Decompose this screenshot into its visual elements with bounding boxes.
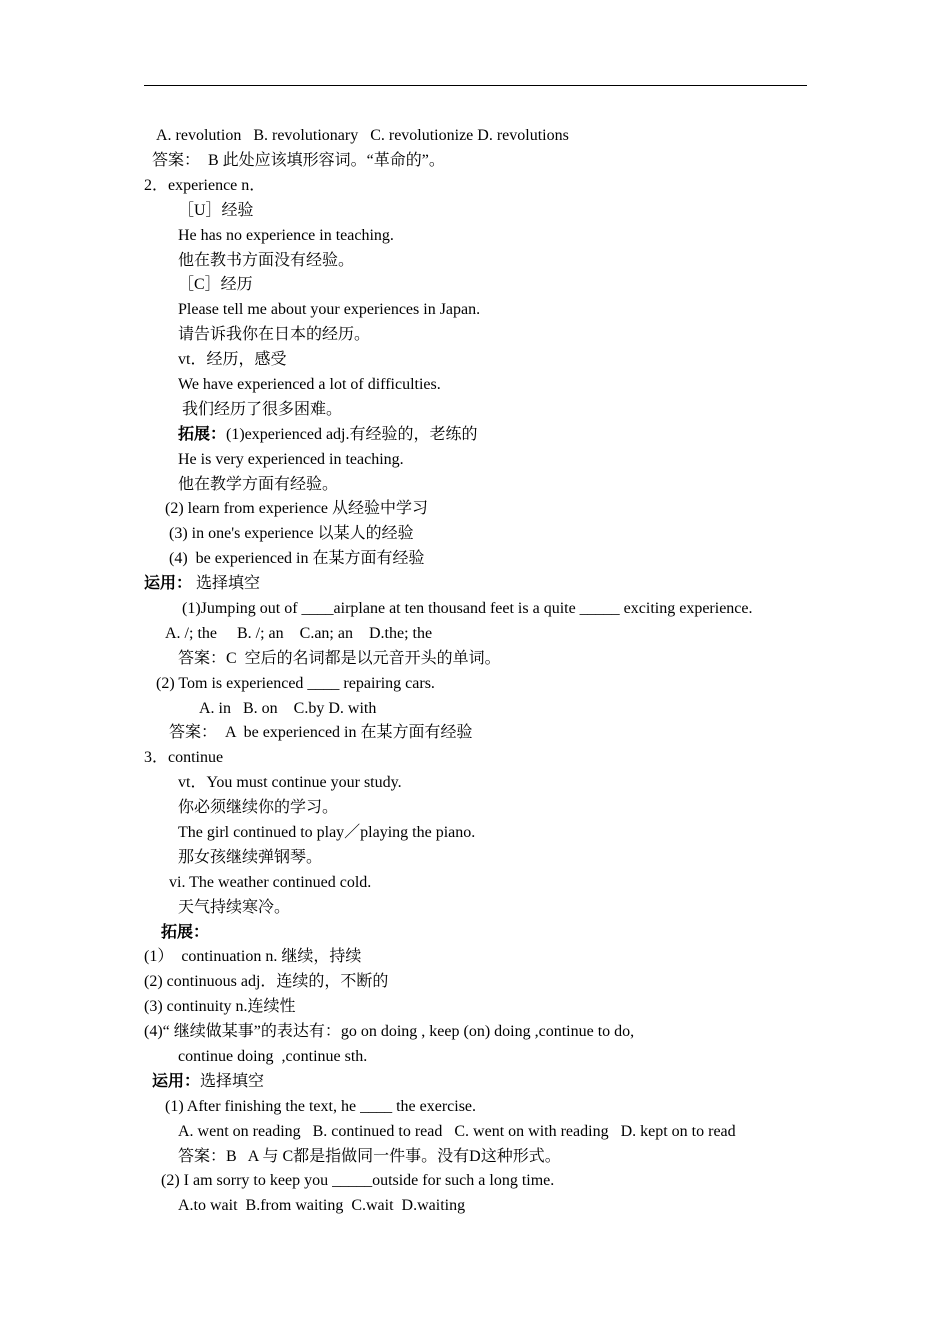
example-en: Please tell me about your experiences in Japan. — [178, 301, 481, 318]
example-en: vi. The weather continued cold. — [169, 874, 372, 891]
example-en: He has no experience in teaching. — [178, 227, 394, 244]
section-heading: 3．continue — [144, 749, 224, 766]
example-en: The girl continued to play／playing the piano. — [178, 824, 476, 841]
extension-item: (2) learn from experience 从经验中学习 — [165, 500, 429, 517]
extension-item: (4)“ 继续做某事”的表达有：go on doing , keep (on) doing ,continue to do, — [144, 1023, 635, 1040]
practice-type: 选择填空 — [192, 575, 261, 592]
question: (1) After finishing the text, he ____ the exercise. — [165, 1098, 477, 1115]
example-en: He is very experienced in teaching. — [178, 451, 404, 468]
option-line: A. revolution B. revolutionary C. revolutionize D. revolutions — [156, 127, 569, 144]
extension-item: (4) be experienced in 在某方面有经验 — [169, 550, 425, 567]
example-zh: 那女孩继续弹钢琴。 — [178, 849, 323, 866]
example-zh: 你必须继续你的学习。 — [178, 799, 339, 816]
sense-label: ［C］经历 — [178, 276, 253, 293]
example-en: We have experienced a lot of difficulties. — [178, 376, 441, 393]
answer-line: 答案：C 空后的名词都是以元音开头的单词。 — [178, 650, 501, 667]
extension-item: (1)experienced adj.有经验的，老练的 — [226, 426, 478, 443]
practice-type: 选择填空 — [200, 1073, 265, 1090]
example-en: vt．You must continue your study. — [178, 774, 402, 791]
practice-line — [152, 1071, 264, 1093]
example-zh: 请告诉我你在日本的经历。 — [178, 326, 371, 343]
options: A. /; the B. /; an C.an; an D.the; the — [165, 625, 433, 642]
extension-item: (1） continuation n. 继续，持续 — [144, 948, 362, 965]
extension-item: (3) continuity n.连续性 — [144, 998, 296, 1015]
example-zh: 他在教书方面没有经验。 — [178, 252, 355, 269]
example-zh: 他在教学方面有经验。 — [178, 476, 339, 493]
practice-line — [144, 573, 260, 595]
options: A.to wait B.from waiting C.wait D.waiting — [178, 1197, 466, 1214]
answer-line: 答案： B 此处应该填形容词。“革命的”。 — [152, 152, 445, 169]
extension-item: (2) continuous adj．连续的，不断的 — [144, 973, 389, 990]
question: (2) I am sorry to keep you _____outside for such a long time. — [161, 1172, 555, 1189]
extension-item: (3) in one's experience 以某人的经验 — [169, 525, 414, 542]
header-rule — [144, 85, 807, 86]
example-zh: 我们经历了很多困难。 — [182, 401, 343, 418]
options: A. in B. on C.by D. with — [199, 700, 377, 717]
options: A. went on reading B. continued to read C. went on with reading D. kept on to read — [178, 1123, 736, 1140]
practice-label: 运用： — [152, 1073, 201, 1090]
question: (1)Jumping out of ____airplane at ten thousand feet is a quite _____ exciting experience. — [182, 600, 753, 617]
answer-line: 答案：B A 与 C都是指做同一件事。没有D这种形式。 — [178, 1148, 561, 1165]
practice-label: 运用： — [144, 575, 193, 592]
extension-label: 拓展： — [161, 924, 210, 941]
sense-label: vt．经历，感受 — [178, 351, 287, 368]
answer-line: 答案： A be experienced in 在某方面有经验 — [169, 724, 473, 741]
extension-label: 拓展： — [178, 426, 227, 443]
section-heading: 2．experience n． — [144, 177, 266, 194]
example-zh: 天气持续寒冷。 — [178, 899, 291, 916]
extension-line — [178, 424, 478, 446]
extension-item: continue doing ,continue sth. — [178, 1048, 368, 1065]
question: (2) Tom is experienced ____ repairing cars. — [156, 675, 435, 692]
sense-label: ［U］经验 — [178, 202, 254, 219]
